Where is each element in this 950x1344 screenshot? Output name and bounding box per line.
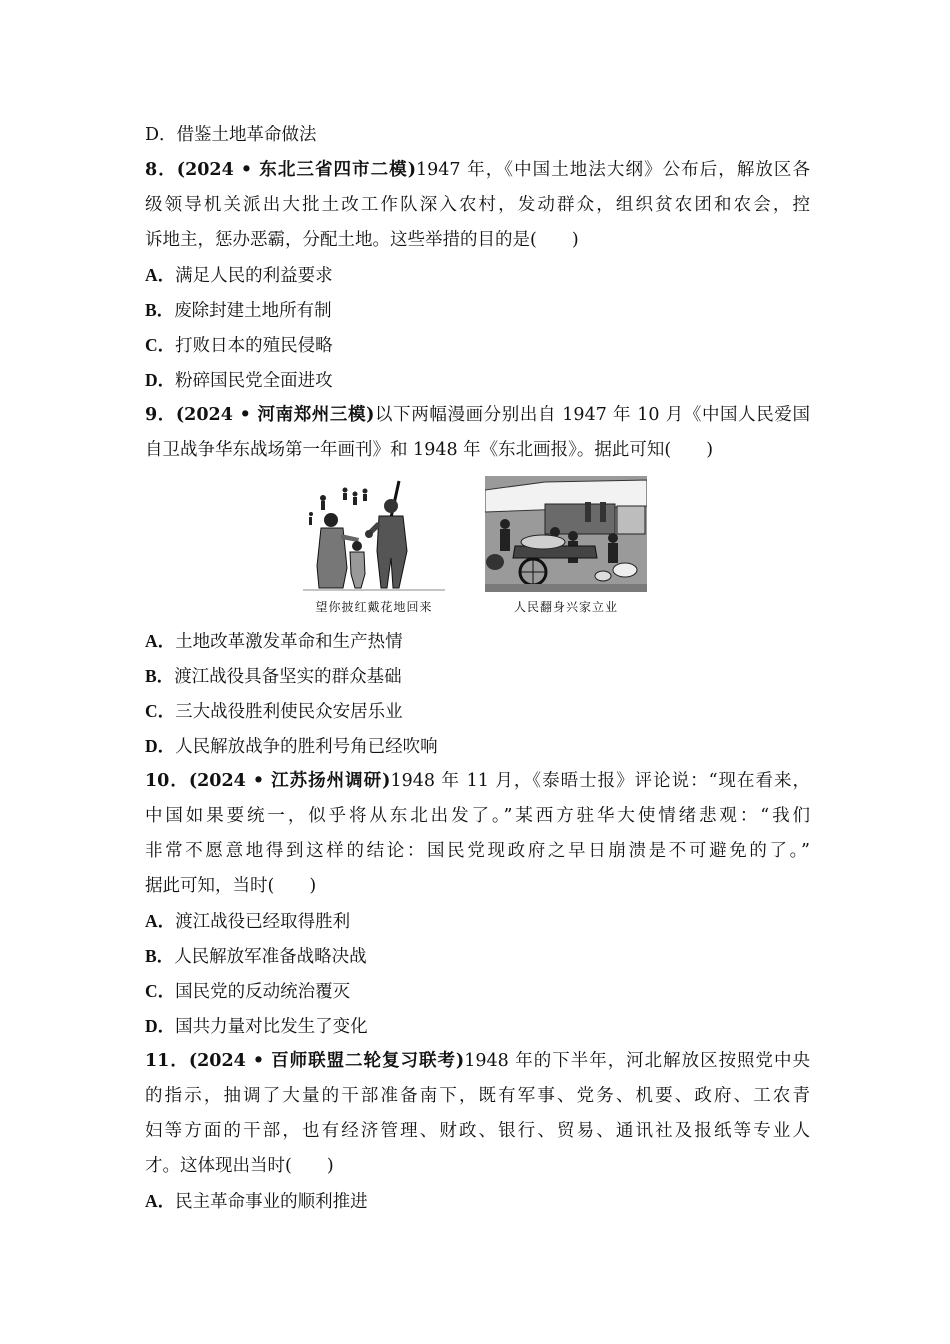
q8-option-a	[145, 258, 810, 293]
option-text: 民主革命事业的顺利推进	[175, 1192, 368, 1212]
option-letter: B．	[145, 300, 175, 320]
q9-stem-line-1	[145, 398, 810, 433]
q10-option-d	[145, 1009, 810, 1044]
cartoon-family-farewell-image	[303, 476, 445, 592]
exam-page	[145, 118, 810, 1219]
option-text: 废除封建土地所有制	[174, 301, 332, 321]
q8-option-b	[145, 293, 810, 328]
option-letter: A．	[145, 631, 176, 651]
q9-stem-line-2: 自卫战争华东战场第一年画刊》和 1948 年《东北画报》。据此可知( )	[145, 440, 714, 460]
q8-stem-text: 1947 年，《中国土地法大纲》公布后，解放区各	[416, 160, 810, 180]
q11-number: 11．	[145, 1051, 189, 1071]
cartoon-1-caption: 望你披红戴花地回来	[315, 600, 433, 614]
q8-number: 8．	[145, 160, 177, 180]
q10-option-b	[145, 939, 810, 974]
option-letter: A．	[145, 265, 176, 285]
option-text: 满足人民的利益要求	[175, 266, 333, 286]
option-letter: A．	[145, 911, 176, 931]
q7-option-d: D．借鉴土地革命做法	[145, 125, 317, 145]
q11-stem-line-3: 妇等方面的干部，也有经济管理、财政、银行、贸易、通讯社及报纸等专业人	[145, 1121, 810, 1141]
q10-stem-line-4: 据此可知，当时( )	[145, 876, 317, 896]
option-text: 人民解放战争的胜利号角已经吹响	[175, 737, 438, 757]
option-letter: C．	[145, 335, 176, 355]
option-text: 渡江战役具备坚实的群众基础	[174, 667, 402, 687]
q8-option-d	[145, 363, 810, 398]
option-letter: D．	[145, 736, 176, 756]
q9-figures	[145, 468, 810, 624]
q9-option-d	[145, 729, 810, 764]
q11-stem-line-1	[145, 1044, 810, 1079]
option-letter: D．	[145, 1016, 176, 1036]
option-letter: B．	[145, 946, 175, 966]
q11-option-a	[145, 1184, 810, 1219]
q10-number: 10．	[145, 771, 189, 791]
q8-stem-line-1	[145, 153, 810, 188]
q10-stem-line-1	[145, 764, 810, 799]
option-letter: C．	[145, 701, 176, 721]
q9-option-b	[145, 659, 810, 694]
q8-option-c	[145, 328, 810, 363]
option-letter: B．	[145, 666, 175, 686]
q11-stem-line-2: 的指示，抽调了大量的干部准备南下，既有军事、党务、机要、政府、工农青	[145, 1086, 810, 1106]
q9-source: (2024 • 河南郑州三模)	[175, 405, 375, 425]
q9-option-c	[145, 694, 810, 729]
q9-option-a	[145, 624, 810, 659]
q10-stem-text: 1948 年 11 月，《泰晤士报》评论说：“现在看来，	[390, 771, 810, 791]
q10-option-a	[145, 904, 810, 939]
q10-stem-line-3: 非常不愿意地得到这样的结论：国民党现政府之早日崩溃是不可避免的了。”	[145, 841, 810, 861]
option-letter: C．	[145, 981, 176, 1001]
option-text: 粉碎国民党全面进攻	[175, 371, 333, 391]
q10-stem-line-2: 中国如果要统一，似乎将从东北出发了。”某西方驻华大使情绪悲观：“我们	[145, 806, 810, 826]
q8-stem-line-2: 级领导机关派出大批土改工作队深入农村，发动群众，组织贫农团和农会，控	[145, 195, 810, 215]
q11-stem-line-4: 才。这体现出当时( )	[145, 1156, 334, 1176]
option-text: 国共力量对比发生了变化	[175, 1017, 368, 1037]
q11-stem-text: 1948 年的下半年，河北解放区按照党中央	[464, 1051, 810, 1071]
cartoon-village-wagon-image	[485, 476, 647, 592]
option-text: 三大战役胜利使民众安居乐业	[175, 702, 403, 722]
q11-source: (2024 • 百师联盟二轮复习联考)	[188, 1051, 465, 1071]
cartoon-1	[303, 476, 445, 615]
option-text: 渡江战役已经取得胜利	[175, 912, 351, 932]
cartoon-2-caption: 人民翻身兴家立业	[513, 600, 618, 614]
option-text: 打败日本的殖民侵略	[175, 336, 333, 356]
q10-source: (2024 • 江苏扬州调研)	[188, 771, 391, 791]
option-text: 人民解放军准备战略决战	[174, 947, 367, 967]
option-text: 国民党的反动统治覆灭	[175, 982, 351, 1002]
q9-number: 9．	[145, 405, 176, 425]
q10-option-c	[145, 974, 810, 1009]
q8-source: (2024 • 东北三省四市二模)	[176, 160, 417, 180]
option-letter: A．	[145, 1191, 176, 1211]
option-letter: D．	[145, 370, 176, 390]
option-text: 土地改革激发革命和生产热情	[175, 632, 403, 652]
cartoon-2	[485, 476, 647, 615]
q9-stem-text: 以下两幅漫画分别出自 1947 年 10 月《中国人民爱国	[374, 405, 810, 425]
q8-stem-line-3: 诉地主，惩办恶霸，分配土地。这些举措的目的是( )	[145, 230, 579, 250]
